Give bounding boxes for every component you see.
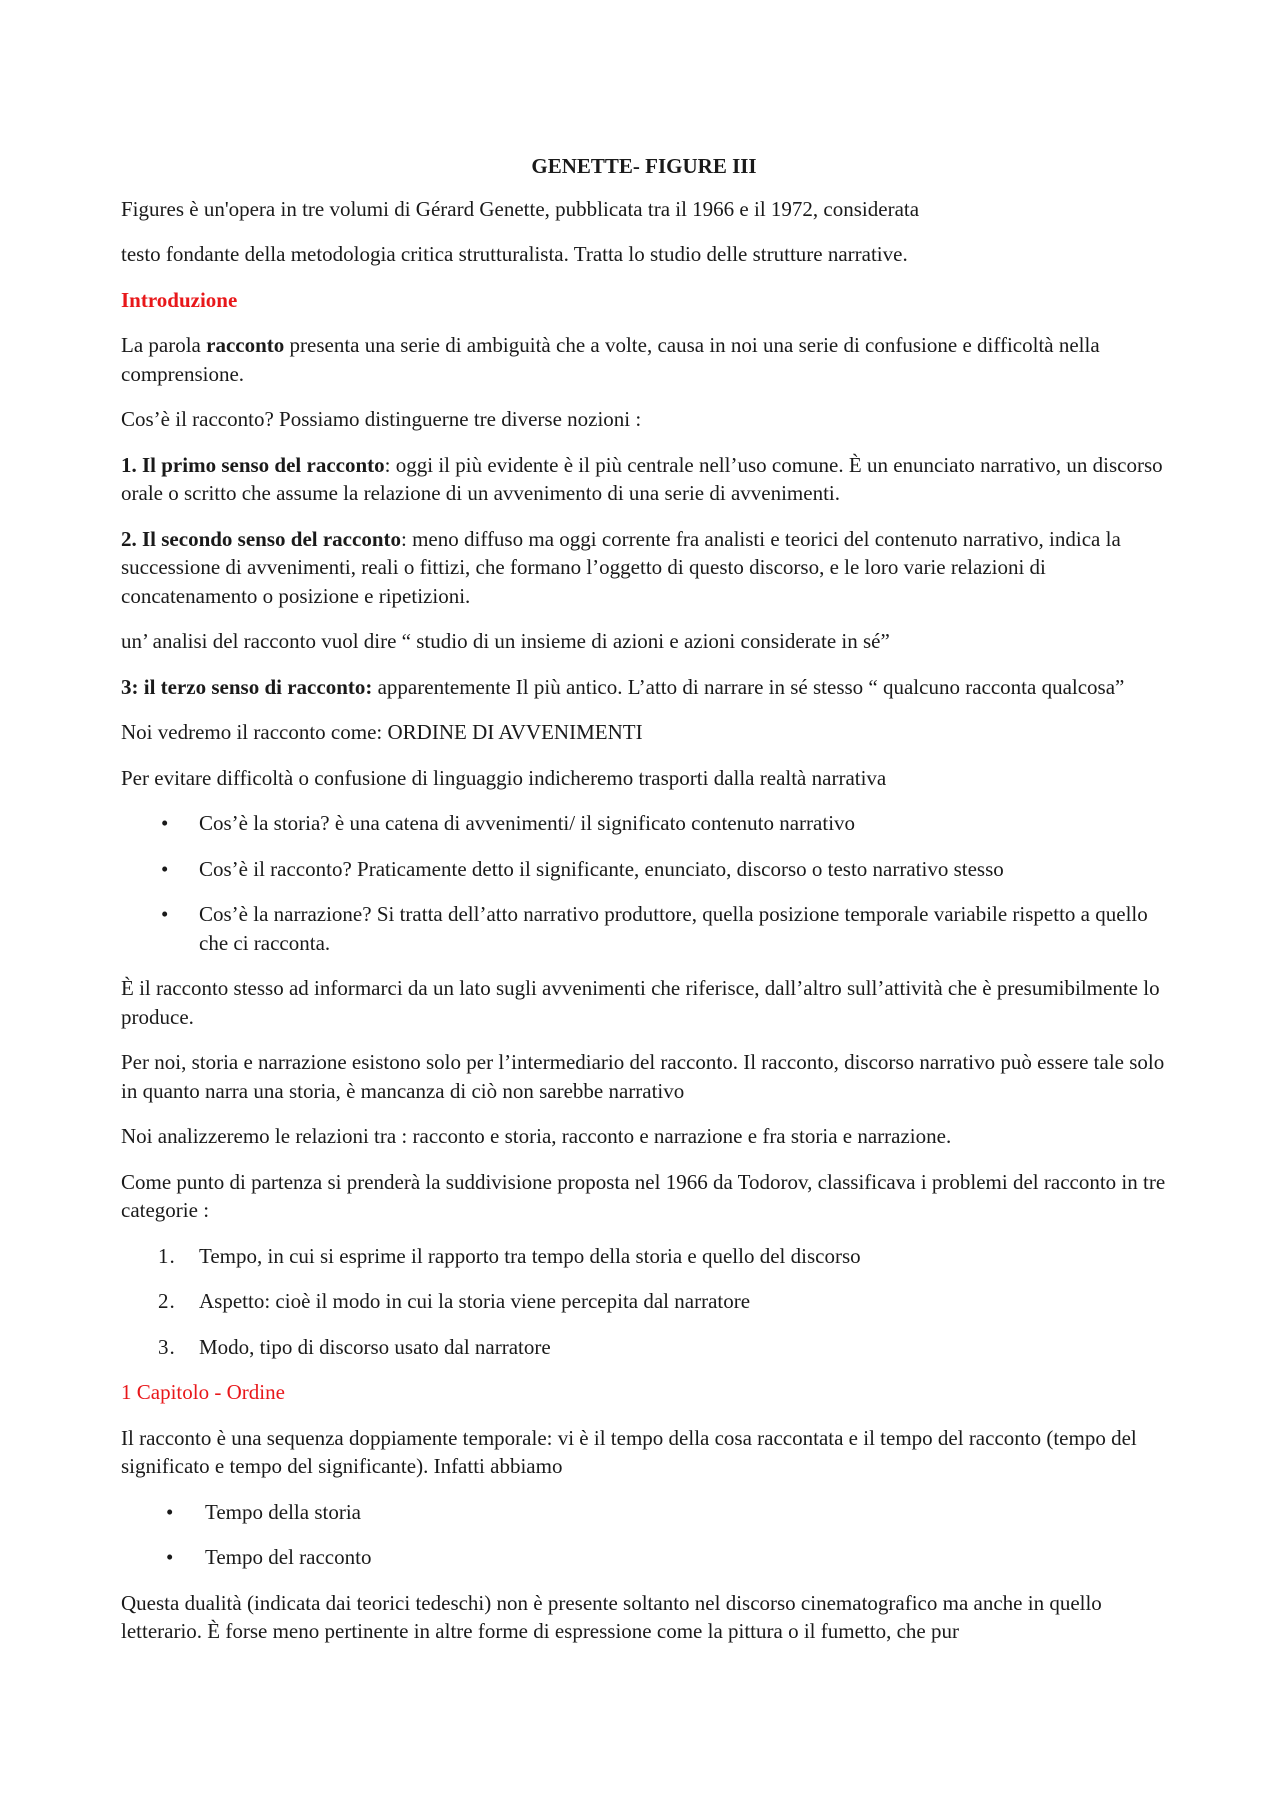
list-item-text: Cos’è la narrazione? Si tratta dell’atto narrativo produttore, quella posizione temporale variabile rispetto a quello che ci racconta. bbox=[199, 902, 1148, 955]
text-run: presenta una serie di ambiguità che a volte, causa in noi una serie di confusione e difficoltà nella comprensione. bbox=[121, 333, 1100, 386]
bold-label-primo-senso: 1. Il primo senso del racconto bbox=[121, 452, 385, 477]
paragraph-per-noi: Per noi, storia e narrazione esistono solo per l’intermediario del racconto. Il racconto, discorso narrativo può essere tale solo in quanto narra una storia, è mancanza di ciò non sarebbe narrativo bbox=[121, 1050, 1165, 1103]
bullet-marker: • bbox=[166, 1499, 174, 1524]
bold-label-terzo-senso: 3: il terzo senso di racconto: bbox=[121, 674, 373, 699]
list-item-text: Modo, tipo di discorso usato dal narratore bbox=[199, 1334, 551, 1359]
list-item-text: Cos’è la storia? è una catena di avvenimenti/ il significato contenuto narrativo bbox=[199, 811, 856, 835]
document-title: GENETTE- FIGURE III bbox=[531, 154, 757, 178]
text-run: : meno diffuso ma oggi corrente fra analisti e teorici del contenuto narrativo, indica la successione di avvenimenti, reali o fittizi, che formano l’oggetto di questo discorso, e le loro varie relazioni di concatenamento o posizione e ripetizioni. bbox=[121, 526, 1121, 608]
bullet-marker: • bbox=[166, 1545, 174, 1569]
list-item bbox=[121, 1543, 1167, 1572]
list-item bbox=[121, 1287, 1167, 1316]
paragraph-informarci: È il racconto stesso ad informarci da un lato sugli avvenimenti che riferisce, dall’altro sull’attività che è presumibilmente lo produce. bbox=[121, 976, 1160, 1029]
list-item-text: Tempo della storia bbox=[205, 1499, 361, 1524]
paragraph-terzo-senso bbox=[121, 673, 1167, 702]
numbered-list-categorie bbox=[121, 1242, 1167, 1362]
bold-term-racconto: racconto bbox=[206, 333, 285, 357]
paragraph-dualita: Questa dualità (indicata dai teorici tedeschi) non è presente soltanto nel discorso cinematografico ma anche in quello letterario. È forse meno pertinente in altre forme di espressione come la pittura o il fumetto, che pur bbox=[121, 1590, 1102, 1643]
paragraph-evitare: Per evitare difficoltà o confusione di linguaggio indicheremo trasporti dalla realtà narrativa bbox=[121, 765, 887, 790]
paragraph-secondo-senso bbox=[121, 525, 1167, 611]
bullet-list-definizioni bbox=[121, 809, 1167, 957]
paragraph-ordine-avvenimenti: Noi vedremo il racconto come: ORDINE DI AVVENIMENTI bbox=[121, 720, 643, 744]
bullet-marker: • bbox=[161, 902, 169, 926]
paragraph-cose-racconto: Cos’è il racconto? Possiamo distinguerne tre diverse nozioni : bbox=[121, 407, 642, 431]
list-item-text: Tempo, in cui si esprime il rapporto tra tempo della storia e quello del discorso bbox=[199, 1243, 861, 1268]
list-item bbox=[121, 1333, 1167, 1362]
heading-introduzione: Introduzione bbox=[121, 287, 238, 312]
number-marker: 2. bbox=[158, 1289, 176, 1313]
number-marker: 3. bbox=[158, 1334, 176, 1359]
list-item bbox=[121, 855, 1167, 884]
paragraph-primo-senso bbox=[121, 451, 1167, 508]
list-item-text: Aspetto: cioè il modo in cui la storia viene percepita dal narratore bbox=[199, 1289, 751, 1313]
list-item bbox=[121, 1242, 1167, 1271]
text-run: La parola bbox=[121, 333, 207, 357]
paragraph-sequenza: Il racconto è una sequenza doppiamente temporale: vi è il tempo della cosa raccontata e il tempo del racconto (tempo del significato e tempo del significante). Infatti abbiamo bbox=[121, 1425, 1137, 1478]
paragraph-analisi: un’ analisi del racconto vuol dire “ studio di un insieme di azioni e azioni considerate in sé” bbox=[121, 629, 890, 653]
text-run: apparentemente Il più antico. L’atto di narrare in sé stesso “ qualcuno racconta qualcosa” bbox=[372, 674, 1125, 699]
bold-label-secondo-senso: 2. Il secondo senso del racconto bbox=[121, 526, 401, 551]
list-item-text: Tempo del racconto bbox=[205, 1545, 372, 1569]
list-item-text: Cos’è il racconto? Praticamente detto il significante, enunciato, discorso o testo narrativo stesso bbox=[199, 856, 1004, 881]
number-marker: 1. bbox=[158, 1243, 176, 1268]
paragraph-intro-1: Figures è un'opera in tre volumi di Gérard Genette, pubblicata tra il 1966 e il 1972, considerata bbox=[121, 196, 920, 221]
list-item bbox=[121, 809, 1167, 838]
document-body bbox=[121, 152, 1167, 1663]
list-item bbox=[121, 1498, 1167, 1527]
bullet-marker: • bbox=[161, 856, 169, 881]
paragraph-relazioni: Noi analizzeremo le relazioni tra : racconto e storia, racconto e narrazione e fra storia e narrazione. bbox=[121, 1124, 952, 1148]
text-run: : oggi il più evidente è il più centrale nell’uso comune. È un enunciato narrativo, un discorso orale o scritto che assume la relazione di un avvenimento di una serie di avvenimenti. bbox=[121, 452, 1163, 505]
paragraph-parola-racconto bbox=[121, 331, 1167, 388]
bullet-list-tempi bbox=[121, 1498, 1167, 1572]
paragraph-todorov: Come punto di partenza si prenderà la suddivisione proposta nel 1966 da Todorov, classificava i problemi del racconto in tre categorie : bbox=[121, 1169, 1166, 1222]
paragraph-intro-2: testo fondante della metodologia critica strutturalista. Tratta lo studio delle strutture narrative. bbox=[121, 242, 908, 266]
list-item bbox=[121, 900, 1167, 957]
bullet-marker: • bbox=[161, 811, 169, 835]
heading-capitolo-ordine: 1 Capitolo - Ordine bbox=[121, 1380, 285, 1404]
